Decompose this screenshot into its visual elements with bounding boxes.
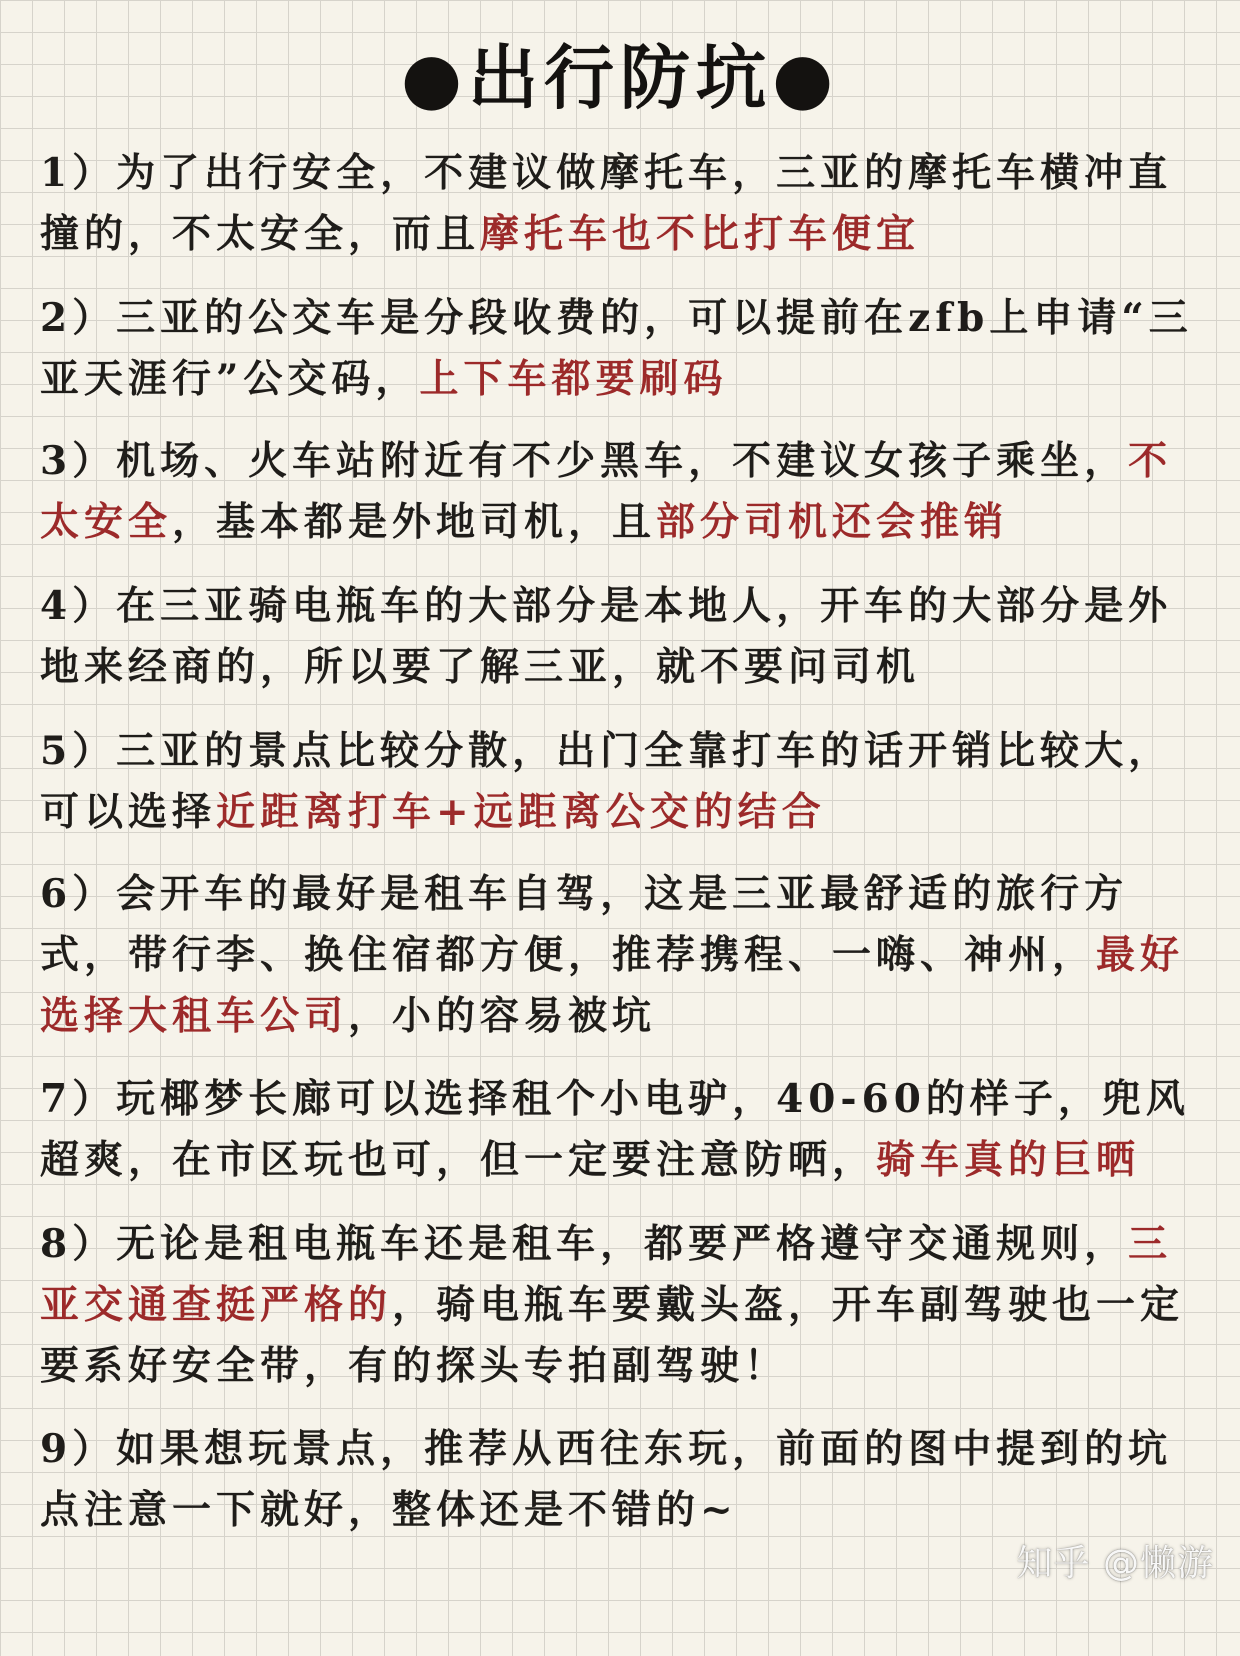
- tip-highlight: 骑车真的巨晒: [876, 1137, 1141, 1183]
- tip-item-9: [40, 1419, 1210, 1541]
- tip-highlight: 三亚交通查挺严格的: [40, 1221, 1173, 1328]
- page-title: ●出行防坑●: [400, 36, 840, 119]
- watermark: 知乎 @懒游: [1016, 1543, 1214, 1584]
- tip-text: ，基本都是外地司机，且: [172, 499, 657, 545]
- tip-highlight: 上下车都要刷码: [419, 356, 728, 402]
- tip-text: 2）三亚的公交车是分段收费的，可以提前在zfb上申请“三亚天涯行”公交码，: [40, 295, 1193, 402]
- tip-text: 3）机场、火车站附近有不少黑车，不建议女孩子乘坐，: [40, 438, 1129, 484]
- tip-text: 5）三亚的景点比较分散，出门全靠打车的话开销比较大，可以选择: [40, 728, 1173, 835]
- tip-text: 1）为了出行安全，不建议做摩托车，三亚的摩托车横冲直撞的，不太安全，而且: [40, 150, 1173, 257]
- tip-text: 7）玩椰梦长廊可以选择租个小电驴，40-60的样子，兜风超爽，在市区玩也可，但一定要注意防晒，: [40, 1076, 1190, 1183]
- tip-text: ，小的容易被坑: [348, 993, 657, 1039]
- tip-item-7: [40, 1069, 1210, 1191]
- tip-item-6: [40, 864, 1210, 1047]
- tip-text: 4）在三亚骑电瓶车的大部分是本地人，开车的大部分是外地来经商的，所以要了解三亚，就不要问司机: [40, 583, 1173, 690]
- tip-item-1: [40, 143, 1210, 265]
- tip-highlight: 部分司机还会推销: [656, 499, 1009, 545]
- tip-item-5: [40, 721, 1210, 843]
- tip-highlight: 近距离打车+远距离公交的结合: [216, 789, 826, 835]
- tip-item-8: [40, 1214, 1210, 1397]
- tip-highlight: 最好选择大租车公司: [40, 932, 1185, 1039]
- tip-text: 8）无论是租电瓶车还是租车，都要严格遵守交通规则，: [40, 1221, 1129, 1267]
- tip-highlight: 摩托车也不比打车便宜: [480, 211, 921, 257]
- tip-highlight: 不太安全: [40, 438, 1173, 545]
- tip-item-2: [40, 288, 1210, 410]
- tip-text: 6）会开车的最好是租车自驾，这是三亚最舒适的旅行方式，带行李、换住宿都方便，推荐携程、一嗨、神州，: [40, 871, 1129, 978]
- tip-item-4: [40, 576, 1210, 698]
- tip-item-3: [40, 431, 1210, 553]
- tip-text: 9）如果想玩景点，推荐从西往东玩，前面的图中提到的坑点注意一下就好，整体还是不错的~: [40, 1426, 1173, 1533]
- tip-text: ，骑电瓶车要戴头盔，开车副驾驶也一定要系好安全带，有的探头专拍副驾驶！: [40, 1282, 1185, 1389]
